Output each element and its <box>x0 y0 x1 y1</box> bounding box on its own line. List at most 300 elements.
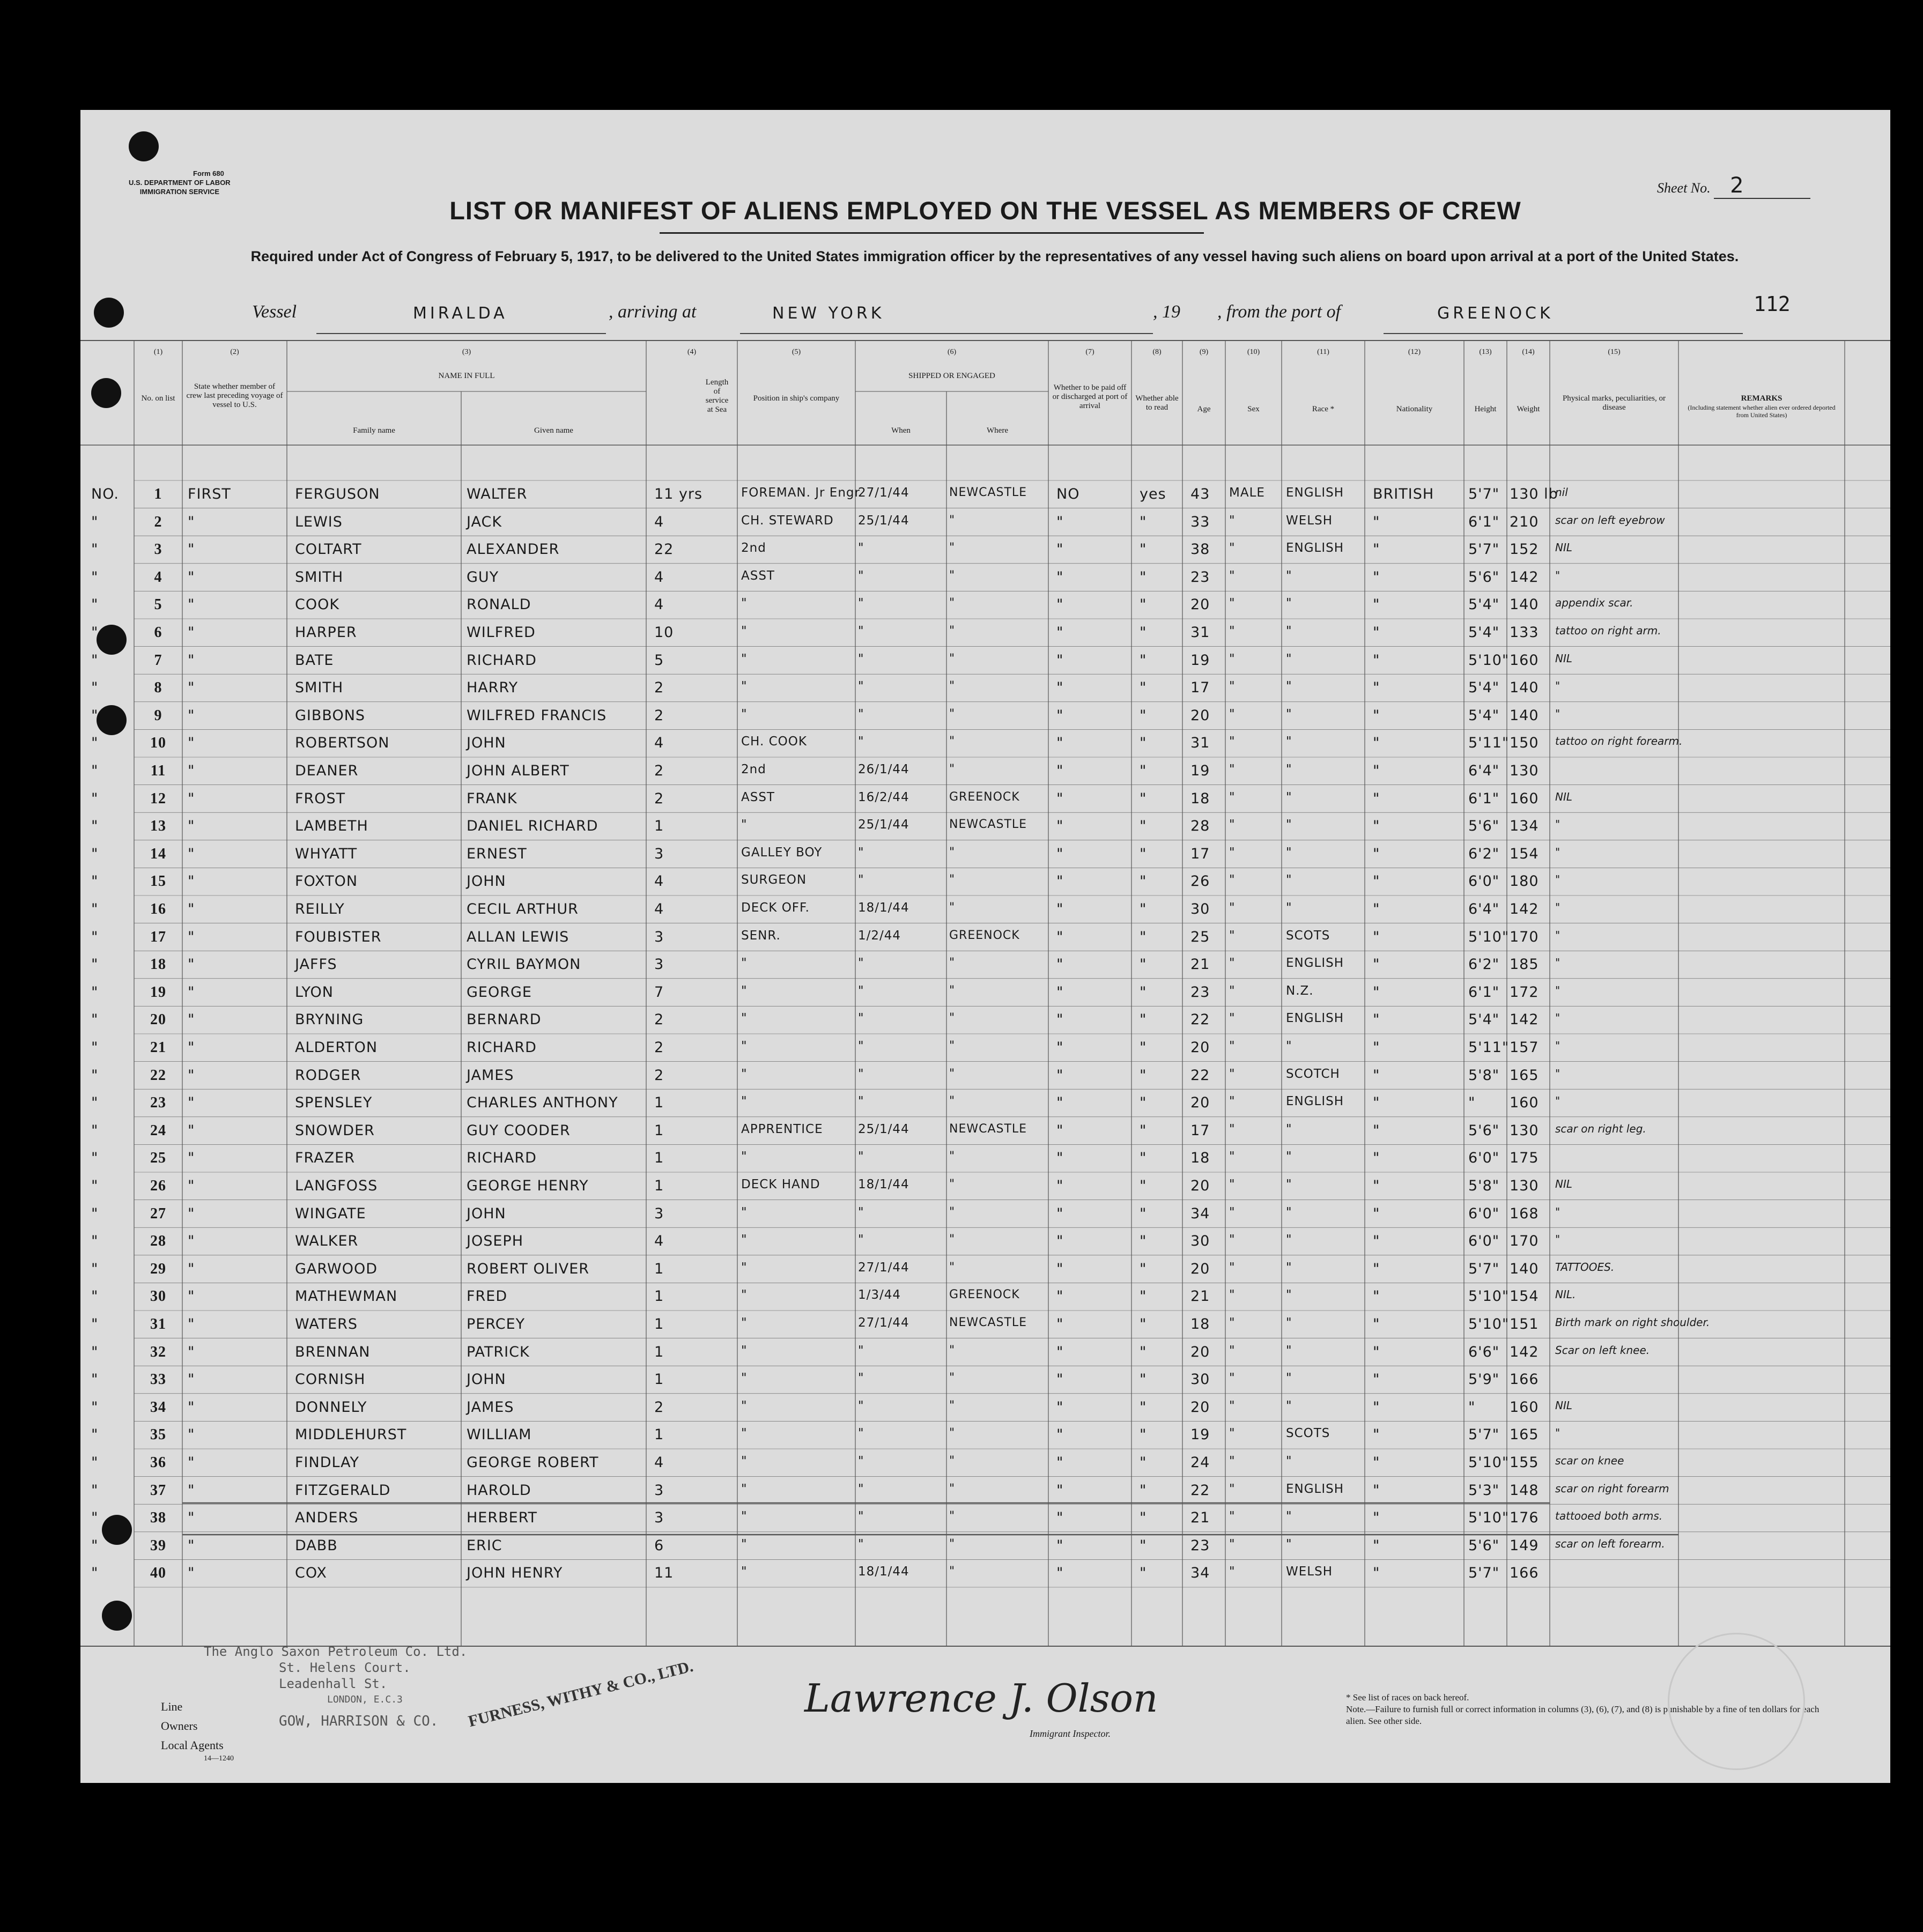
row-number: 11 <box>150 763 166 779</box>
race-cell: SCOTS <box>1286 928 1330 943</box>
height-cell: 6'2" <box>1468 845 1500 862</box>
last-voyage-cell: " <box>188 873 195 890</box>
table-row <box>80 1092 1890 1120</box>
row-prefix: " <box>91 1426 99 1444</box>
able-to-read-cell: yes <box>1140 486 1166 502</box>
paid-off-cell: " <box>1056 1011 1064 1028</box>
where-cell: " <box>949 1398 956 1412</box>
when-cell: " <box>858 1482 864 1496</box>
row-prefix: " <box>91 1565 99 1582</box>
given-name-cell: JOHN <box>467 1371 506 1388</box>
nationality-cell: " <box>1373 735 1380 752</box>
local-agents-label: Local Agents <box>161 1738 224 1752</box>
race-cell: " <box>1286 652 1292 666</box>
given-name-cell: JOHN <box>467 873 506 890</box>
physical-marks-cell: NIL <box>1555 541 1573 554</box>
physical-marks-cell: scar on left forearm. <box>1555 1537 1665 1550</box>
family-name-cell: FROST <box>295 790 346 807</box>
where-cell: GREENOCK <box>949 790 1020 804</box>
height-cell: 6'1" <box>1468 790 1500 807</box>
position-cell: 2nd <box>741 763 766 776</box>
header-shipped-or-engaged: SHIPPED OR ENGAGED <box>908 372 995 380</box>
paid-off-cell: " <box>1056 1039 1064 1056</box>
age-cell: 23 <box>1190 983 1210 1001</box>
given-name-cell: PATRICK <box>467 1343 530 1360</box>
nationality-cell: " <box>1373 1288 1380 1305</box>
sex-cell: " <box>1229 1288 1236 1302</box>
weight-cell: 170 <box>1510 928 1539 945</box>
when-cell: 27/1/44 <box>858 1316 909 1330</box>
physical-marks-cell: " <box>1555 1233 1560 1246</box>
nationality-cell: " <box>1373 873 1380 890</box>
given-name-cell: PERCEY <box>467 1316 526 1333</box>
weight-cell: 130 <box>1510 763 1539 779</box>
race-cell: " <box>1286 1398 1292 1413</box>
age-cell: 20 <box>1190 1039 1210 1056</box>
physical-marks-cell: tattoo on right forearm. <box>1555 735 1683 748</box>
weight-cell: 140 <box>1510 679 1539 697</box>
row-prefix: " <box>91 1233 99 1250</box>
nationality-cell: " <box>1373 790 1380 807</box>
table-row <box>80 927 1890 954</box>
position-cell: SURGEON <box>741 873 807 887</box>
physical-marks-cell: " <box>1555 845 1560 858</box>
race-cell: " <box>1286 873 1292 887</box>
race-cell: SCOTCH <box>1286 1067 1340 1081</box>
last-voyage-cell: " <box>188 624 195 641</box>
row-number: 5 <box>154 596 162 613</box>
able-to-read-cell: " <box>1140 1150 1147 1167</box>
last-voyage-cell: " <box>188 513 195 530</box>
sheet-number-value: 2 <box>1714 173 1810 199</box>
race-cell: " <box>1286 568 1292 583</box>
race-cell: " <box>1286 1371 1292 1386</box>
vessel-line <box>80 302 1890 334</box>
given-name-cell: JOHN ALBERT <box>467 763 569 779</box>
table-row <box>80 650 1890 677</box>
paid-off-cell: " <box>1056 1426 1064 1444</box>
header-age: Age <box>1197 405 1211 413</box>
paid-off-cell: " <box>1056 1260 1064 1277</box>
nationality-cell: " <box>1373 983 1380 1001</box>
last-voyage-cell: FIRST <box>188 486 231 502</box>
row-prefix: " <box>91 541 99 558</box>
when-cell: " <box>858 1537 864 1551</box>
paid-off-cell: " <box>1056 1482 1064 1499</box>
when-cell: 27/1/44 <box>858 1260 909 1275</box>
when-cell: " <box>858 983 864 998</box>
weight-cell: 155 <box>1510 1454 1539 1471</box>
paid-off-cell: " <box>1056 1233 1064 1250</box>
position-cell: " <box>741 1260 748 1275</box>
sex-cell: " <box>1229 1094 1236 1109</box>
position-cell: " <box>741 1011 748 1026</box>
physical-marks-cell: " <box>1555 928 1560 942</box>
row-number: 2 <box>154 513 162 530</box>
position-cell: " <box>741 624 748 638</box>
position-cell: DECK OFF. <box>741 901 810 915</box>
where-cell: NEWCASTLE <box>949 486 1027 499</box>
paid-off-cell: " <box>1056 1288 1064 1305</box>
able-to-read-cell: " <box>1140 707 1147 724</box>
header-name-in-full: NAME IN FULL <box>438 372 495 380</box>
nationality-cell: " <box>1373 1205 1380 1222</box>
race-cell: " <box>1286 1150 1292 1164</box>
service-length-cell: 10 <box>654 624 674 641</box>
race-cell: ENGLISH <box>1286 486 1344 500</box>
age-cell: 20 <box>1190 1260 1210 1277</box>
last-voyage-cell: " <box>188 1316 195 1333</box>
sex-cell: " <box>1229 928 1236 943</box>
col-num-11: (11) <box>1317 348 1329 356</box>
when-cell: " <box>858 1039 864 1053</box>
position-cell: " <box>741 1454 748 1468</box>
given-name-cell: JOHN HENRY <box>467 1565 563 1582</box>
weight-cell: 166 <box>1510 1565 1539 1582</box>
service-length-cell: 6 <box>654 1537 664 1554</box>
race-cell: " <box>1286 1316 1292 1330</box>
nationality-cell: " <box>1373 624 1380 641</box>
able-to-read-cell: " <box>1140 735 1147 752</box>
where-cell: GREENOCK <box>949 928 1020 942</box>
weight-cell: 175 <box>1510 1150 1539 1167</box>
family-name-cell: BRENNAN <box>295 1343 371 1360</box>
sex-cell: " <box>1229 1509 1236 1524</box>
given-name-cell: HAROLD <box>467 1482 531 1499</box>
given-name-cell: JOHN <box>467 735 506 752</box>
row-prefix: " <box>91 1150 99 1167</box>
row-prefix: " <box>91 1509 99 1527</box>
nationality-cell: " <box>1373 679 1380 697</box>
nationality-cell: " <box>1373 1122 1380 1139</box>
year-label: , 19 <box>1153 302 1180 322</box>
race-cell: " <box>1286 818 1292 832</box>
row-prefix: " <box>91 624 99 641</box>
able-to-read-cell: " <box>1140 1509 1147 1527</box>
header-remarks: REMARKS <box>1741 394 1783 403</box>
service-length-cell: 2 <box>654 1398 664 1416</box>
position-cell: " <box>741 1371 748 1386</box>
sex-cell: " <box>1229 1426 1236 1441</box>
when-cell: 16/2/44 <box>858 790 909 804</box>
position-cell: " <box>741 1094 748 1109</box>
col-num-1: (1) <box>153 348 163 356</box>
where-cell: " <box>949 901 956 914</box>
physical-marks-cell: scar on right leg. <box>1555 1122 1646 1135</box>
family-name-cell: SPENSLEY <box>295 1094 373 1112</box>
race-cell: " <box>1286 624 1292 638</box>
row-prefix: " <box>91 1094 99 1112</box>
when-cell: " <box>858 568 864 583</box>
height-cell: 5'7" <box>1468 1260 1500 1277</box>
last-voyage-cell: " <box>188 1482 195 1499</box>
last-voyage-cell: " <box>188 763 195 779</box>
paid-off-cell: " <box>1056 1205 1064 1222</box>
weight-cell: 157 <box>1510 1039 1539 1056</box>
physical-marks-cell: scar on left eyebrow <box>1555 513 1665 527</box>
physical-marks-cell: " <box>1555 1039 1560 1052</box>
height-cell: 5'10" <box>1468 1509 1510 1527</box>
col-num-15: (15) <box>1608 348 1621 356</box>
when-cell: " <box>858 679 864 694</box>
sex-cell: " <box>1229 763 1236 776</box>
where-cell: " <box>949 1150 956 1164</box>
row-prefix: " <box>91 763 99 779</box>
able-to-read-cell: " <box>1140 763 1147 779</box>
able-to-read-cell: " <box>1140 1343 1147 1360</box>
row-prefix: " <box>91 679 99 697</box>
sex-cell: " <box>1229 1205 1236 1219</box>
weight-cell: 142 <box>1510 1343 1539 1360</box>
row-prefix: " <box>91 1398 99 1416</box>
last-voyage-cell: " <box>188 1426 195 1444</box>
given-name-cell: GUY <box>467 568 499 586</box>
row-number: 21 <box>150 1039 166 1056</box>
row-number: 4 <box>154 568 162 586</box>
last-voyage-cell: " <box>188 1398 195 1416</box>
from-port: GREENOCK <box>1437 304 1554 323</box>
row-prefix: " <box>91 1454 99 1471</box>
able-to-read-cell: " <box>1140 624 1147 641</box>
nationality-cell: " <box>1373 1343 1380 1360</box>
service-length-cell: 2 <box>654 790 664 807</box>
height-cell: 6'0" <box>1468 1150 1500 1167</box>
paid-off-cell: " <box>1056 624 1064 641</box>
able-to-read-cell: " <box>1140 845 1147 862</box>
family-name-cell: MIDDLEHURST <box>295 1426 407 1444</box>
weight-cell: 165 <box>1510 1426 1539 1444</box>
race-cell: ENGLISH <box>1286 1482 1344 1496</box>
sex-cell: " <box>1229 1316 1236 1330</box>
row-prefix: " <box>91 1316 99 1333</box>
where-cell: " <box>949 1565 956 1579</box>
age-cell: 22 <box>1190 1011 1210 1028</box>
when-cell: 27/1/44 <box>858 486 909 500</box>
able-to-read-cell: " <box>1140 1316 1147 1333</box>
sex-cell: " <box>1229 1537 1236 1551</box>
when-cell: " <box>858 1233 864 1247</box>
physical-marks-cell: tattoo on right arm. <box>1555 624 1661 637</box>
nationality-cell: " <box>1373 541 1380 558</box>
where-cell: NEWCASTLE <box>949 1316 1027 1329</box>
family-name-cell: BRYNING <box>295 1011 364 1028</box>
stamp-line-2: St. Helens Court. <box>279 1660 411 1675</box>
where-cell: " <box>949 1426 956 1440</box>
last-voyage-cell: " <box>188 1288 195 1305</box>
paid-off-cell: " <box>1056 901 1064 917</box>
position-cell: " <box>741 596 748 611</box>
weight-cell: 166 <box>1510 1371 1539 1388</box>
where-cell: " <box>949 1482 956 1496</box>
height-cell: 5'11" <box>1468 735 1510 752</box>
row-prefix: " <box>91 735 99 752</box>
where-cell: " <box>949 1067 956 1080</box>
last-voyage-cell: " <box>188 596 195 613</box>
table-row <box>80 1148 1890 1175</box>
sex-cell: " <box>1229 1565 1236 1579</box>
table-row <box>80 732 1890 760</box>
given-name-cell: JOSEPH <box>467 1233 523 1250</box>
age-cell: 26 <box>1190 873 1210 890</box>
able-to-read-cell: " <box>1140 513 1147 530</box>
row-number: 39 <box>150 1537 166 1554</box>
row-number: 28 <box>150 1233 166 1250</box>
service-length-cell: 11 <box>654 1565 674 1582</box>
service-length-cell: 2 <box>654 1011 664 1028</box>
nationality-cell: " <box>1373 513 1380 530</box>
last-voyage-cell: " <box>188 1233 195 1250</box>
col-num-5: (5) <box>792 348 801 356</box>
position-cell: " <box>741 1482 748 1496</box>
given-name-cell: HERBERT <box>467 1509 537 1527</box>
family-name-cell: FITZGERALD <box>295 1482 391 1499</box>
table-row <box>80 1037 1890 1064</box>
from-label: , from the port of <box>1217 302 1341 322</box>
service-length-cell: 1 <box>654 1260 664 1277</box>
row-number: 34 <box>150 1398 166 1416</box>
sex-cell: " <box>1229 1150 1236 1164</box>
table-row <box>80 1563 1890 1590</box>
when-cell: " <box>858 1205 864 1219</box>
where-cell: " <box>949 983 956 997</box>
service-length-cell: 4 <box>654 1454 664 1471</box>
where-cell: " <box>949 513 956 527</box>
position-cell: " <box>741 679 748 694</box>
when-cell: " <box>858 1371 864 1386</box>
family-name-cell: LANGFOSS <box>295 1178 378 1194</box>
service-length-cell: 1 <box>654 1316 664 1333</box>
when-cell: " <box>858 1343 864 1358</box>
col-num-13: (13) <box>1479 348 1492 356</box>
family-name-cell: COOK <box>295 596 340 613</box>
physical-marks-cell: " <box>1555 1067 1560 1080</box>
height-cell: 5'7" <box>1468 1565 1500 1582</box>
height-cell: 6'0" <box>1468 1233 1500 1250</box>
table-row <box>80 843 1890 871</box>
sex-cell: " <box>1229 1482 1236 1496</box>
height-cell: 6'1" <box>1468 983 1500 1001</box>
last-voyage-cell: " <box>188 818 195 835</box>
when-cell: " <box>858 652 864 666</box>
physical-marks-cell: " <box>1555 873 1560 886</box>
age-cell: 34 <box>1190 1205 1210 1222</box>
col-num-7: (7) <box>1085 348 1094 356</box>
age-cell: 23 <box>1190 568 1210 586</box>
where-cell: " <box>949 679 956 693</box>
row-number: 20 <box>150 1011 166 1028</box>
physical-marks-cell: scar on knee <box>1555 1454 1624 1467</box>
where-cell: " <box>949 1343 956 1357</box>
where-cell: " <box>949 956 956 970</box>
header-weight: Weight <box>1517 405 1540 413</box>
weight-cell: 133 <box>1510 624 1539 641</box>
row-number: 31 <box>150 1316 166 1333</box>
physical-marks-cell: Scar on left knee. <box>1555 1343 1650 1357</box>
table-row <box>80 1424 1890 1452</box>
able-to-read-cell: " <box>1140 1178 1147 1194</box>
nationality-cell: " <box>1373 707 1380 724</box>
position-cell: APPRENTICE <box>741 1122 823 1136</box>
paid-off-cell: " <box>1056 1565 1064 1582</box>
position-cell: " <box>741 818 748 832</box>
when-cell: " <box>858 1454 864 1468</box>
where-cell: " <box>949 707 956 721</box>
header-given-name: Given name <box>534 426 573 435</box>
physical-marks-cell: " <box>1555 983 1560 997</box>
race-cell: N.Z. <box>1286 983 1314 998</box>
paid-off-cell: " <box>1056 513 1064 530</box>
weight-cell: 152 <box>1510 541 1539 558</box>
family-name-cell: LEWIS <box>295 513 343 530</box>
race-cell: " <box>1286 1454 1292 1468</box>
table-row <box>80 1314 1890 1341</box>
nationality-cell: " <box>1373 1398 1380 1416</box>
race-cell: " <box>1286 679 1292 694</box>
height-cell: 5'4" <box>1468 596 1500 613</box>
service-length-cell: 11 yrs <box>654 486 703 502</box>
height-cell: 5'8" <box>1468 1178 1500 1194</box>
when-cell: " <box>858 624 864 638</box>
sex-cell: " <box>1229 1011 1236 1026</box>
last-voyage-cell: " <box>188 679 195 697</box>
nationality-cell: " <box>1373 1233 1380 1250</box>
height-cell: 6'0" <box>1468 873 1500 890</box>
row-number: 23 <box>150 1094 166 1112</box>
physical-marks-cell: appendix scar. <box>1555 596 1633 610</box>
age-cell: 18 <box>1190 790 1210 807</box>
page-number: 112 <box>1754 292 1791 316</box>
punch-hole <box>91 378 121 408</box>
last-voyage-cell: " <box>188 901 195 917</box>
race-cell: " <box>1286 1233 1292 1247</box>
given-name-cell: WALTER <box>467 486 528 502</box>
header-sex: Sex <box>1247 405 1260 413</box>
when-cell: 1/3/44 <box>858 1288 901 1302</box>
nationality-cell: " <box>1373 1565 1380 1582</box>
service-length-cell: 5 <box>654 652 664 669</box>
service-length-cell: 2 <box>654 1067 664 1084</box>
last-voyage-cell: " <box>188 1150 195 1167</box>
able-to-read-cell: " <box>1140 818 1147 835</box>
height-cell: 5'10" <box>1468 928 1510 945</box>
family-name-cell: SMITH <box>295 679 344 697</box>
able-to-read-cell: " <box>1140 1371 1147 1388</box>
row-prefix: " <box>91 1260 99 1277</box>
where-cell: NEWCASTLE <box>949 1122 1027 1136</box>
weight-cell: 172 <box>1510 983 1539 1001</box>
family-name-cell: ROBERTSON <box>295 735 390 752</box>
sex-cell: " <box>1229 901 1236 915</box>
race-cell: " <box>1286 1178 1292 1191</box>
paid-off-cell: " <box>1056 1371 1064 1388</box>
paid-off-cell: " <box>1056 1316 1064 1333</box>
col-num-2: (2) <box>230 348 239 356</box>
row-number: 1 <box>154 486 162 502</box>
able-to-read-cell: " <box>1140 652 1147 669</box>
weight-cell: 180 <box>1510 873 1539 890</box>
weight-cell: 148 <box>1510 1482 1539 1499</box>
service-length-cell: 1 <box>654 1288 664 1305</box>
age-cell: 17 <box>1190 845 1210 862</box>
service-length-cell: 4 <box>654 1233 664 1250</box>
when-cell: " <box>858 596 864 611</box>
height-cell: 5'9" <box>1468 1371 1500 1388</box>
row-number: 6 <box>154 624 162 641</box>
physical-marks-cell: " <box>1555 568 1560 582</box>
nationality-cell: " <box>1373 956 1380 973</box>
last-voyage-cell: " <box>188 1537 195 1554</box>
last-voyage-cell: " <box>188 735 195 752</box>
